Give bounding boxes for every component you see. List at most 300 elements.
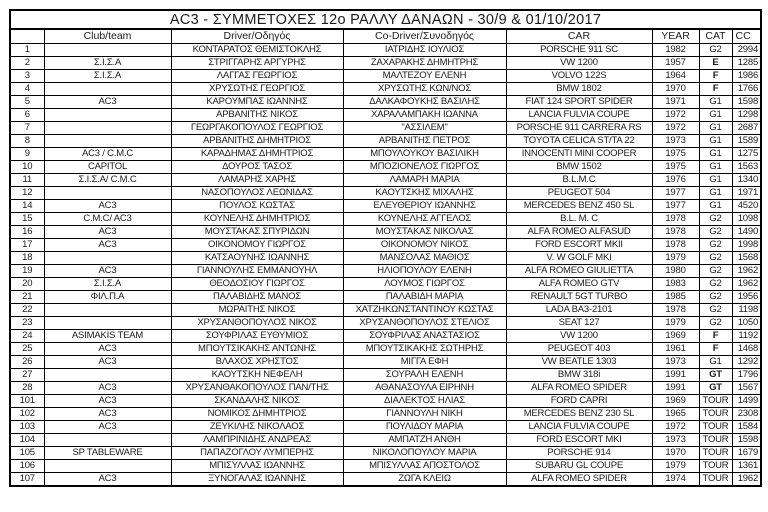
- table-row: [10, 82, 761, 95]
- cell-year: 1979: [652, 459, 699, 472]
- table-row: [10, 56, 761, 69]
- cell-car: ALFA ROMEO SPIDER: [506, 381, 652, 394]
- cell-cc: 1050: [732, 316, 761, 329]
- cell-cat: TOUR: [699, 394, 732, 407]
- cell-year: 1978: [652, 238, 699, 251]
- cell-cc: 1962: [732, 264, 761, 277]
- cell-year: 1975: [652, 160, 699, 173]
- cell-driver: ΑΡΒΑΝΙΤΗΣ ΔΗΜΗΤΡΙΟΣ: [171, 134, 343, 147]
- cell-codriver: ΖΑΧΑΡΑΚΗΣ ΔΗΜΗΤΡΗΣ: [343, 56, 506, 69]
- cell-codriver: ΣΟΥΦΡΙΛΑΣ ΑΝΑΣΤΑΣΙΟΣ: [343, 329, 506, 342]
- cell-cc: 1584: [732, 420, 761, 433]
- table-row: [10, 251, 761, 264]
- cell-driver: ΒΛΑΧΟΣ ΧΡΗΣΤΟΣ: [171, 355, 343, 368]
- cell-club: [44, 459, 171, 472]
- cell-codriver: ΜΠΙΣΥΛΛΑΣ ΑΠΟΣΤΟΛΟΣ: [343, 459, 506, 472]
- header-codriver: Co-Driver/Συνοδηγός: [343, 29, 506, 43]
- cell-club: AC3: [44, 472, 171, 486]
- cell-year: 1973: [652, 355, 699, 368]
- cell-driver: ΚΟΝΤΑΡΑΤΟΣ ΘΕΜΙΣΤΟΚΛΗΣ: [171, 43, 343, 56]
- cell-year: 1957: [652, 56, 699, 69]
- cell-cat: TOUR: [699, 407, 732, 420]
- cell-driver: ΧΡΥΣΑΝΘΟΠΟΥΛΟΣ ΝΙΚΟΣ: [171, 316, 343, 329]
- cell-club: AC3: [44, 238, 171, 251]
- cell-cc: 1292: [732, 355, 761, 368]
- table-row: [10, 342, 761, 355]
- cell-year: 1985: [652, 290, 699, 303]
- cell-codriver: ΜΑΝΣΟΛΑΣ ΜΑΘΙΟΣ: [343, 251, 506, 264]
- cell-no: 107: [10, 472, 44, 486]
- header-car: CAR: [506, 29, 652, 43]
- table-row: [10, 108, 761, 121]
- cell-no: 7: [10, 121, 44, 134]
- cell-year: 1969: [652, 394, 699, 407]
- cell-cc: 1298: [732, 108, 761, 121]
- cell-codriver: ΜΠΟΖΙΟΝΕΛΟΣ ΓΙΩΡΓΟΣ: [343, 160, 506, 173]
- cell-year: 1979: [652, 251, 699, 264]
- cell-cc: 1275: [732, 147, 761, 160]
- cell-cc: 1568: [732, 251, 761, 264]
- cell-no: 9: [10, 147, 44, 160]
- cell-driver: ΑΡΒΑΝΙΤΗΣ ΝΙΚΟΣ: [171, 108, 343, 121]
- cell-codriver: ΔΙΑΛΕΚΤΟΣ ΗΛΙΑΣ: [343, 394, 506, 407]
- cell-club: Σ.Ι.Σ.Α/ C.M.C: [44, 173, 171, 186]
- cell-club: AC3: [44, 407, 171, 420]
- cell-year: 1991: [652, 381, 699, 394]
- cell-no: 103: [10, 420, 44, 433]
- cell-club: ASIMAKIS TEAM: [44, 329, 171, 342]
- cell-year: 1978: [652, 303, 699, 316]
- cell-club: SP TABLEWARE: [44, 446, 171, 459]
- cell-codriver: ΜΑΛΤΕΖΟΥ ΕΛΕΝΗ: [343, 69, 506, 82]
- table-row: [10, 225, 761, 238]
- cell-car: PEUGEOT 504: [506, 186, 652, 199]
- cell-club: AC3: [44, 342, 171, 355]
- cell-cc: 1490: [732, 225, 761, 238]
- cell-codriver: ΧΡΥΣΩΤΗΣ ΚΩΝ/ΝΟΣ: [343, 82, 506, 95]
- cell-no: 19: [10, 264, 44, 277]
- cell-car: B.L. M. C: [506, 212, 652, 225]
- cell-cc: 1956: [732, 290, 761, 303]
- table-row: [10, 95, 761, 108]
- cell-year: 1977: [652, 186, 699, 199]
- header-category: CAT: [699, 29, 732, 43]
- cell-club: AC3: [44, 264, 171, 277]
- cell-no: 8: [10, 134, 44, 147]
- cell-car: INNOCENTI MINI COOPER: [506, 147, 652, 160]
- cell-club: [44, 303, 171, 316]
- cell-no: 1: [10, 43, 44, 56]
- table-row: [10, 290, 761, 303]
- cell-no: 21: [10, 290, 44, 303]
- cell-club: AC3 / C.M.C: [44, 147, 171, 160]
- cell-cc: 1468: [732, 342, 761, 355]
- cell-driver: ΜΠΙΣΥΛΛΑΣ ΙΩΑΝΝΗΣ: [171, 459, 343, 472]
- cell-no: 26: [10, 355, 44, 368]
- table-row: [10, 303, 761, 316]
- cell-year: 1969: [652, 329, 699, 342]
- table-row: [10, 199, 761, 212]
- cell-cat: G1: [699, 95, 732, 108]
- cell-club: [44, 433, 171, 446]
- cell-driver: ΚΟΥΝΕΛΗΣ ΔΗΜΗΤΡΙΟΣ: [171, 212, 343, 225]
- cell-club: ΦΙΛ.Π.Α: [44, 290, 171, 303]
- header-row: [10, 29, 761, 43]
- cell-year: 1983: [652, 277, 699, 290]
- cell-codriver: ΔΑΛΚΑΦΟΥΚΗΣ ΒΑΣΙΛΗΣ: [343, 95, 506, 108]
- cell-cc: 1679: [732, 446, 761, 459]
- cell-no: 23: [10, 316, 44, 329]
- cell-club: AC3: [44, 355, 171, 368]
- cell-car: ALFA ROMEO GIULIETTA: [506, 264, 652, 277]
- cell-car: ALFA ROMEO GTV: [506, 277, 652, 290]
- cell-car: VW 1200: [506, 329, 652, 342]
- cell-car: SUBARU GL COUPE: [506, 459, 652, 472]
- cell-driver: ΠΟΥΛΟΣ ΚΩΣΤΑΣ: [171, 199, 343, 212]
- table-row: [10, 316, 761, 329]
- rally-entry-table: [9, 9, 762, 487]
- cell-cat: GT: [699, 368, 732, 381]
- header-number: [10, 29, 44, 43]
- cell-cat: TOUR: [699, 459, 732, 472]
- cell-car: V. W GOLF MKI: [506, 251, 652, 264]
- cell-year: 1974: [652, 472, 699, 486]
- cell-no: 24: [10, 329, 44, 342]
- cell-club: [44, 368, 171, 381]
- cell-year: 1978: [652, 212, 699, 225]
- cell-codriver: ΜΠΟΥΛΟΥΚΟΥ ΒΑΣΙΛΙΚΗ: [343, 147, 506, 160]
- scanned-sheet: [9, 9, 760, 487]
- cell-no: 22: [10, 303, 44, 316]
- cell-no: 11: [10, 173, 44, 186]
- cell-no: 20: [10, 277, 44, 290]
- cell-driver: ΚΑΤΣΑΟΥΝΗΣ ΙΩΑΝΝΗΣ: [171, 251, 343, 264]
- cell-codriver: ΧΑΡΑΛΑΜΠΑΚΗ ΙΩΑΝΝΑ: [343, 108, 506, 121]
- cell-year: 1982: [652, 43, 699, 56]
- cell-codriver: ΝΙΚΟΛΟΠΟΥΛΟΥ ΜΑΡΙΑ: [343, 446, 506, 459]
- cell-car: BMW 318i: [506, 368, 652, 381]
- cell-cat: G2: [699, 238, 732, 251]
- cell-car: FORD ESCORT MKII: [506, 238, 652, 251]
- cell-no: 6: [10, 108, 44, 121]
- table-row: [10, 355, 761, 368]
- cell-cc: 1589: [732, 134, 761, 147]
- table-row: [10, 446, 761, 459]
- cell-cc: 2308: [732, 407, 761, 420]
- cell-codriver: ΧΡΥΣΑΝΘΟΠΟΥΛΟΣ ΣΤΕΛΙΟΣ: [343, 316, 506, 329]
- header-driver: Driver/Οδηγός: [171, 29, 343, 43]
- cell-car: FORD ESCORT MKI: [506, 433, 652, 446]
- header-year: YEAR: [652, 29, 699, 43]
- cell-cat: F: [699, 342, 732, 355]
- table-body: [10, 43, 761, 486]
- table-row: [10, 238, 761, 251]
- cell-codriver: ΖΩΓΑ ΚΛΕΙΩ: [343, 472, 506, 486]
- cell-no: 5: [10, 95, 44, 108]
- cell-car: LANCIA FULVIA COUPE: [506, 420, 652, 433]
- cell-driver: ΧΡΥΣΩΤΗΣ ΓΕΩΡΓΙΟΣ: [171, 82, 343, 95]
- cell-no: 102: [10, 407, 44, 420]
- cell-club: Σ.Ι.Σ.Α: [44, 69, 171, 82]
- cell-car: B.L.M.C: [506, 173, 652, 186]
- cell-cat: G1: [699, 147, 732, 160]
- cell-codriver: ΜΟΥΣΤΑΚΑΣ ΝΙΚΟΛΑΣ: [343, 225, 506, 238]
- cell-club: [44, 251, 171, 264]
- cell-no: 17: [10, 238, 44, 251]
- cell-codriver: ΑΘΑΝΑΣΟΥΛΑ ΕΙΡΗΝΗ: [343, 381, 506, 394]
- cell-codriver: ΑΜΠΑΤΖΗ ΑΝΘΗ: [343, 433, 506, 446]
- cell-club: [44, 186, 171, 199]
- cell-no: 106: [10, 459, 44, 472]
- cell-cc: 1962: [732, 472, 761, 486]
- cell-year: 1971: [652, 95, 699, 108]
- cell-driver: ΜΩΡΑΙΤΗΣ ΝΙΚΟΣ: [171, 303, 343, 316]
- cell-codriver: ΠΑΛΑΒΙΔΗ ΜΑΡΙΑ: [343, 290, 506, 303]
- cell-car: MERCEDES BENZ 450 SL: [506, 199, 652, 212]
- cell-no: 16: [10, 225, 44, 238]
- cell-car: PEUGEOT 403: [506, 342, 652, 355]
- cell-car: FORD CAPRI: [506, 394, 652, 407]
- cell-cc: 1198: [732, 303, 761, 316]
- table-row: [10, 459, 761, 472]
- cell-club: [44, 134, 171, 147]
- cell-cc: 1499: [732, 394, 761, 407]
- header-club-team: Club/team: [44, 29, 171, 43]
- table-row: [10, 134, 761, 147]
- cell-cat: G2: [699, 251, 732, 264]
- cell-codriver: ΜΠΟΥΤΣΙΚΑΚΗΣ ΣΩΤΗΡΗΣ: [343, 342, 506, 355]
- cell-driver: ΣΚΑΝΔΑΛΗΣ ΝΙΚΟΣ: [171, 394, 343, 407]
- cell-club: AC3: [44, 225, 171, 238]
- cell-year: 1977: [652, 199, 699, 212]
- table-row: [10, 212, 761, 225]
- cell-cc: 1563: [732, 160, 761, 173]
- cell-codriver: ΛΟΥΜΟΣ ΓΙΩΡΓΟΣ: [343, 277, 506, 290]
- cell-no: 18: [10, 251, 44, 264]
- cell-club: AC3: [44, 394, 171, 407]
- cell-year: 1975: [652, 147, 699, 160]
- header-cc: CC: [732, 29, 761, 43]
- cell-club: AC3: [44, 95, 171, 108]
- cell-year: 1973: [652, 433, 699, 446]
- cell-codriver: "ΑΣΣΙΛΕΜ": [343, 121, 506, 134]
- cell-club: CAPITOL: [44, 160, 171, 173]
- cell-cc: 1567: [732, 381, 761, 394]
- cell-cat: F: [699, 82, 732, 95]
- table-row: [10, 186, 761, 199]
- cell-cat: G1: [699, 121, 732, 134]
- cell-driver: ΚΑΡΑΔΗΜΑΣ ΔΗΜΗΤΡΙΟΣ: [171, 147, 343, 160]
- cell-cat: G1: [699, 355, 732, 368]
- table-row: [10, 160, 761, 173]
- table-row: [10, 147, 761, 160]
- cell-no: 12: [10, 186, 44, 199]
- cell-cat: GT: [699, 381, 732, 394]
- cell-driver: ΛΑΓΓΑΣ ΓΕΩΡΓΙΟΣ: [171, 69, 343, 82]
- cell-no: 4: [10, 82, 44, 95]
- cell-no: 2: [10, 56, 44, 69]
- cell-no: 27: [10, 368, 44, 381]
- cell-cc: 1361: [732, 459, 761, 472]
- cell-no: 25: [10, 342, 44, 355]
- cell-codriver: ΣΟΥΡΑΛΗ ΕΛΕΝΗ: [343, 368, 506, 381]
- cell-club: [44, 316, 171, 329]
- cell-club: Σ.Ι.Σ.Α: [44, 277, 171, 290]
- cell-cat: TOUR: [699, 446, 732, 459]
- cell-cat: G2: [699, 212, 732, 225]
- table-row: [10, 43, 761, 56]
- cell-driver: ΣΟΥΦΡΙΛΑΣ ΕΥΘΥΜΙΟΣ: [171, 329, 343, 342]
- cell-year: 1964: [652, 69, 699, 82]
- cell-car: RENAULT 5GT TURBO: [506, 290, 652, 303]
- cell-no: 14: [10, 199, 44, 212]
- cell-car: BMW 1502: [506, 160, 652, 173]
- table-row: [10, 407, 761, 420]
- cell-driver: ΝΟΜΙΚΟΣ ΔΗΜΗΤΡΙΟΣ: [171, 407, 343, 420]
- cell-club: [44, 43, 171, 56]
- cell-cc: 1796: [732, 368, 761, 381]
- cell-driver: ΔΟΥΡΟΣ ΤΑΣΟΣ: [171, 160, 343, 173]
- table-row: [10, 433, 761, 446]
- cell-cat: F: [699, 69, 732, 82]
- cell-driver: ΘΕΟΔΟΣΙΟΥ ΓΙΩΡΓΟΣ: [171, 277, 343, 290]
- cell-driver: ΜΠΟΥΤΣΙΚΑΚΗΣ ΑΝΤΩΝΗΣ: [171, 342, 343, 355]
- cell-car: TOYOTA CELICA ST/TA 22: [506, 134, 652, 147]
- table-row: [10, 420, 761, 433]
- cell-year: 1972: [652, 420, 699, 433]
- cell-cc: 1962: [732, 277, 761, 290]
- cell-cc: 4520: [732, 199, 761, 212]
- cell-cat: G1: [699, 134, 732, 147]
- cell-driver: ΣΤΡΙΓΓΑΡΗΣ ΑΡΓΥΡΗΣ: [171, 56, 343, 69]
- cell-cat: E: [699, 56, 732, 69]
- cell-car: VOLVO 122S: [506, 69, 652, 82]
- cell-cc: 1986: [732, 69, 761, 82]
- cell-year: 1980: [652, 264, 699, 277]
- cell-car: VW 1200: [506, 56, 652, 69]
- cell-club: [44, 108, 171, 121]
- cell-driver: ΞΥΝΟΓΑΛΑΣ ΙΩΑΝΝΗΣ: [171, 472, 343, 486]
- cell-codriver: ΕΛΕΥΘΕΡΙΟΥ ΙΩΑΝΝΗΣ: [343, 199, 506, 212]
- cell-cc: 1340: [732, 173, 761, 186]
- cell-cat: G2: [699, 277, 732, 290]
- cell-driver: ΛΑΜΑΡΗΣ ΧΑΡΗΣ: [171, 173, 343, 186]
- table-row: [10, 69, 761, 82]
- cell-year: 1973: [652, 134, 699, 147]
- cell-car: SEAT 127: [506, 316, 652, 329]
- table-row: [10, 277, 761, 290]
- cell-car: VW BEATLE 1303: [506, 355, 652, 368]
- cell-year: 1972: [652, 108, 699, 121]
- cell-cc: 1598: [732, 95, 761, 108]
- cell-year: 1978: [652, 225, 699, 238]
- cell-car: BMW 1802: [506, 82, 652, 95]
- table-row: [10, 472, 761, 486]
- cell-cat: G1: [699, 199, 732, 212]
- title-row: [10, 10, 761, 29]
- cell-club: AC3: [44, 420, 171, 433]
- cell-year: 1979: [652, 316, 699, 329]
- cell-no: 10: [10, 160, 44, 173]
- cell-codriver: ΓΙΑΝΝΟΥΛΗ ΝΙΚΗ: [343, 407, 506, 420]
- cell-car: PORSCHE 911 CARRERA RS: [506, 121, 652, 134]
- cell-cc: 1971: [732, 186, 761, 199]
- cell-driver: ΠΑΛΑΒΙΔΗΣ ΜΑΝΟΣ: [171, 290, 343, 303]
- cell-no: 105: [10, 446, 44, 459]
- cell-no: 101: [10, 394, 44, 407]
- cell-cat: G2: [699, 316, 732, 329]
- cell-car: ALFA ROMEO SPIDER: [506, 472, 652, 486]
- cell-car: LADA BA3-2101: [506, 303, 652, 316]
- cell-car: ALFA ROMEO ALFASUD: [506, 225, 652, 238]
- cell-no: 3: [10, 69, 44, 82]
- cell-cc: 1098: [732, 212, 761, 225]
- table-row: [10, 394, 761, 407]
- cell-cc: 1598: [732, 433, 761, 446]
- cell-codriver: ΗΛΙΟΠΟΥΛΟΥ ΕΛΕΝΗ: [343, 264, 506, 277]
- cell-no: 28: [10, 381, 44, 394]
- cell-codriver: ΚΟΥΝΕΛΗΣ ΑΓΓΕΛΟΣ: [343, 212, 506, 225]
- table-row: [10, 329, 761, 342]
- cell-year: 1970: [652, 82, 699, 95]
- cell-cat: TOUR: [699, 433, 732, 446]
- table-row: [10, 381, 761, 394]
- cell-cat: G1: [699, 173, 732, 186]
- cell-driver: ΧΡΥΣΑΝΘΑΚΟΠΟΥΛΟΣ ΠΑΝ/ΤΗΣ: [171, 381, 343, 394]
- table-row: [10, 121, 761, 134]
- table-row: [10, 173, 761, 186]
- cell-car: FIAT 124 SPORT SPIDER: [506, 95, 652, 108]
- cell-year: 1970: [652, 446, 699, 459]
- cell-cat: G1: [699, 108, 732, 121]
- cell-cat: G2: [699, 43, 732, 56]
- cell-cat: TOUR: [699, 472, 732, 486]
- cell-year: 1961: [652, 342, 699, 355]
- cell-cat: G2: [699, 303, 732, 316]
- cell-cat: G2: [699, 225, 732, 238]
- cell-driver: ΖΕΥΚΙΛΗΣ ΝΙΚΟΛΑΟΣ: [171, 420, 343, 433]
- cell-driver: ΓΕΩΡΓΑΚΟΠΟΥΛΟΣ ΓΕΩΡΓΙΟΣ: [171, 121, 343, 134]
- cell-cat: G2: [699, 290, 732, 303]
- cell-codriver: ΙΑΤΡΙΔΗΣ ΙΟΥΛΙΟΣ: [343, 43, 506, 56]
- cell-codriver: ΟΙΚΟΝΟΜΟΥ ΝΙΚΟΣ: [343, 238, 506, 251]
- cell-year: 1976: [652, 173, 699, 186]
- cell-driver: ΟΙΚΟΝΟΜΟΥ ΓΙΩΡΓΟΣ: [171, 238, 343, 251]
- cell-cat: G2: [699, 264, 732, 277]
- cell-codriver: ΛΑΜΑΡΗ ΜΑΡΙΑ: [343, 173, 506, 186]
- cell-codriver: ΧΑΤΖΗΚΩΝΣΤΑΝΤΙΝΟΥ ΚΩΣΤΑΣ: [343, 303, 506, 316]
- cell-year: 1991: [652, 368, 699, 381]
- cell-driver: ΛΑΜΠΡΙΝΙΔΗΣ ΑΝΔΡΕΑΣ: [171, 433, 343, 446]
- cell-cc: 1766: [732, 82, 761, 95]
- cell-cat: F: [699, 329, 732, 342]
- cell-year: 1972: [652, 121, 699, 134]
- cell-car: PORSCHE 911 SC: [506, 43, 652, 56]
- cell-club: Σ.Ι.Σ.Α: [44, 56, 171, 69]
- cell-driver: ΚΑΡΟΥΜΠΑΣ ΙΩΑΝΝΗΣ: [171, 95, 343, 108]
- cell-driver: ΓΙΑΝΝΟΥΛΗΣ ΕΜΜΑΝΟΥΗΛ: [171, 264, 343, 277]
- cell-cat: G1: [699, 186, 732, 199]
- cell-cat: G1: [699, 160, 732, 173]
- cell-codriver: ΚΑΟΥΤΣΚΗΣ ΜΙΧΑΛΗΣ: [343, 186, 506, 199]
- cell-codriver: ΠΟΥΛΙΔΟΥ ΜΑΡΙΑ: [343, 420, 506, 433]
- cell-car: PORSCHE 914: [506, 446, 652, 459]
- cell-car: LANCIA FULVIA COUPE: [506, 108, 652, 121]
- cell-cc: 1998: [732, 238, 761, 251]
- cell-codriver: ΜΙΓΓΑ ΕΦΗ: [343, 355, 506, 368]
- cell-cc: 1192: [732, 329, 761, 342]
- cell-club: [44, 121, 171, 134]
